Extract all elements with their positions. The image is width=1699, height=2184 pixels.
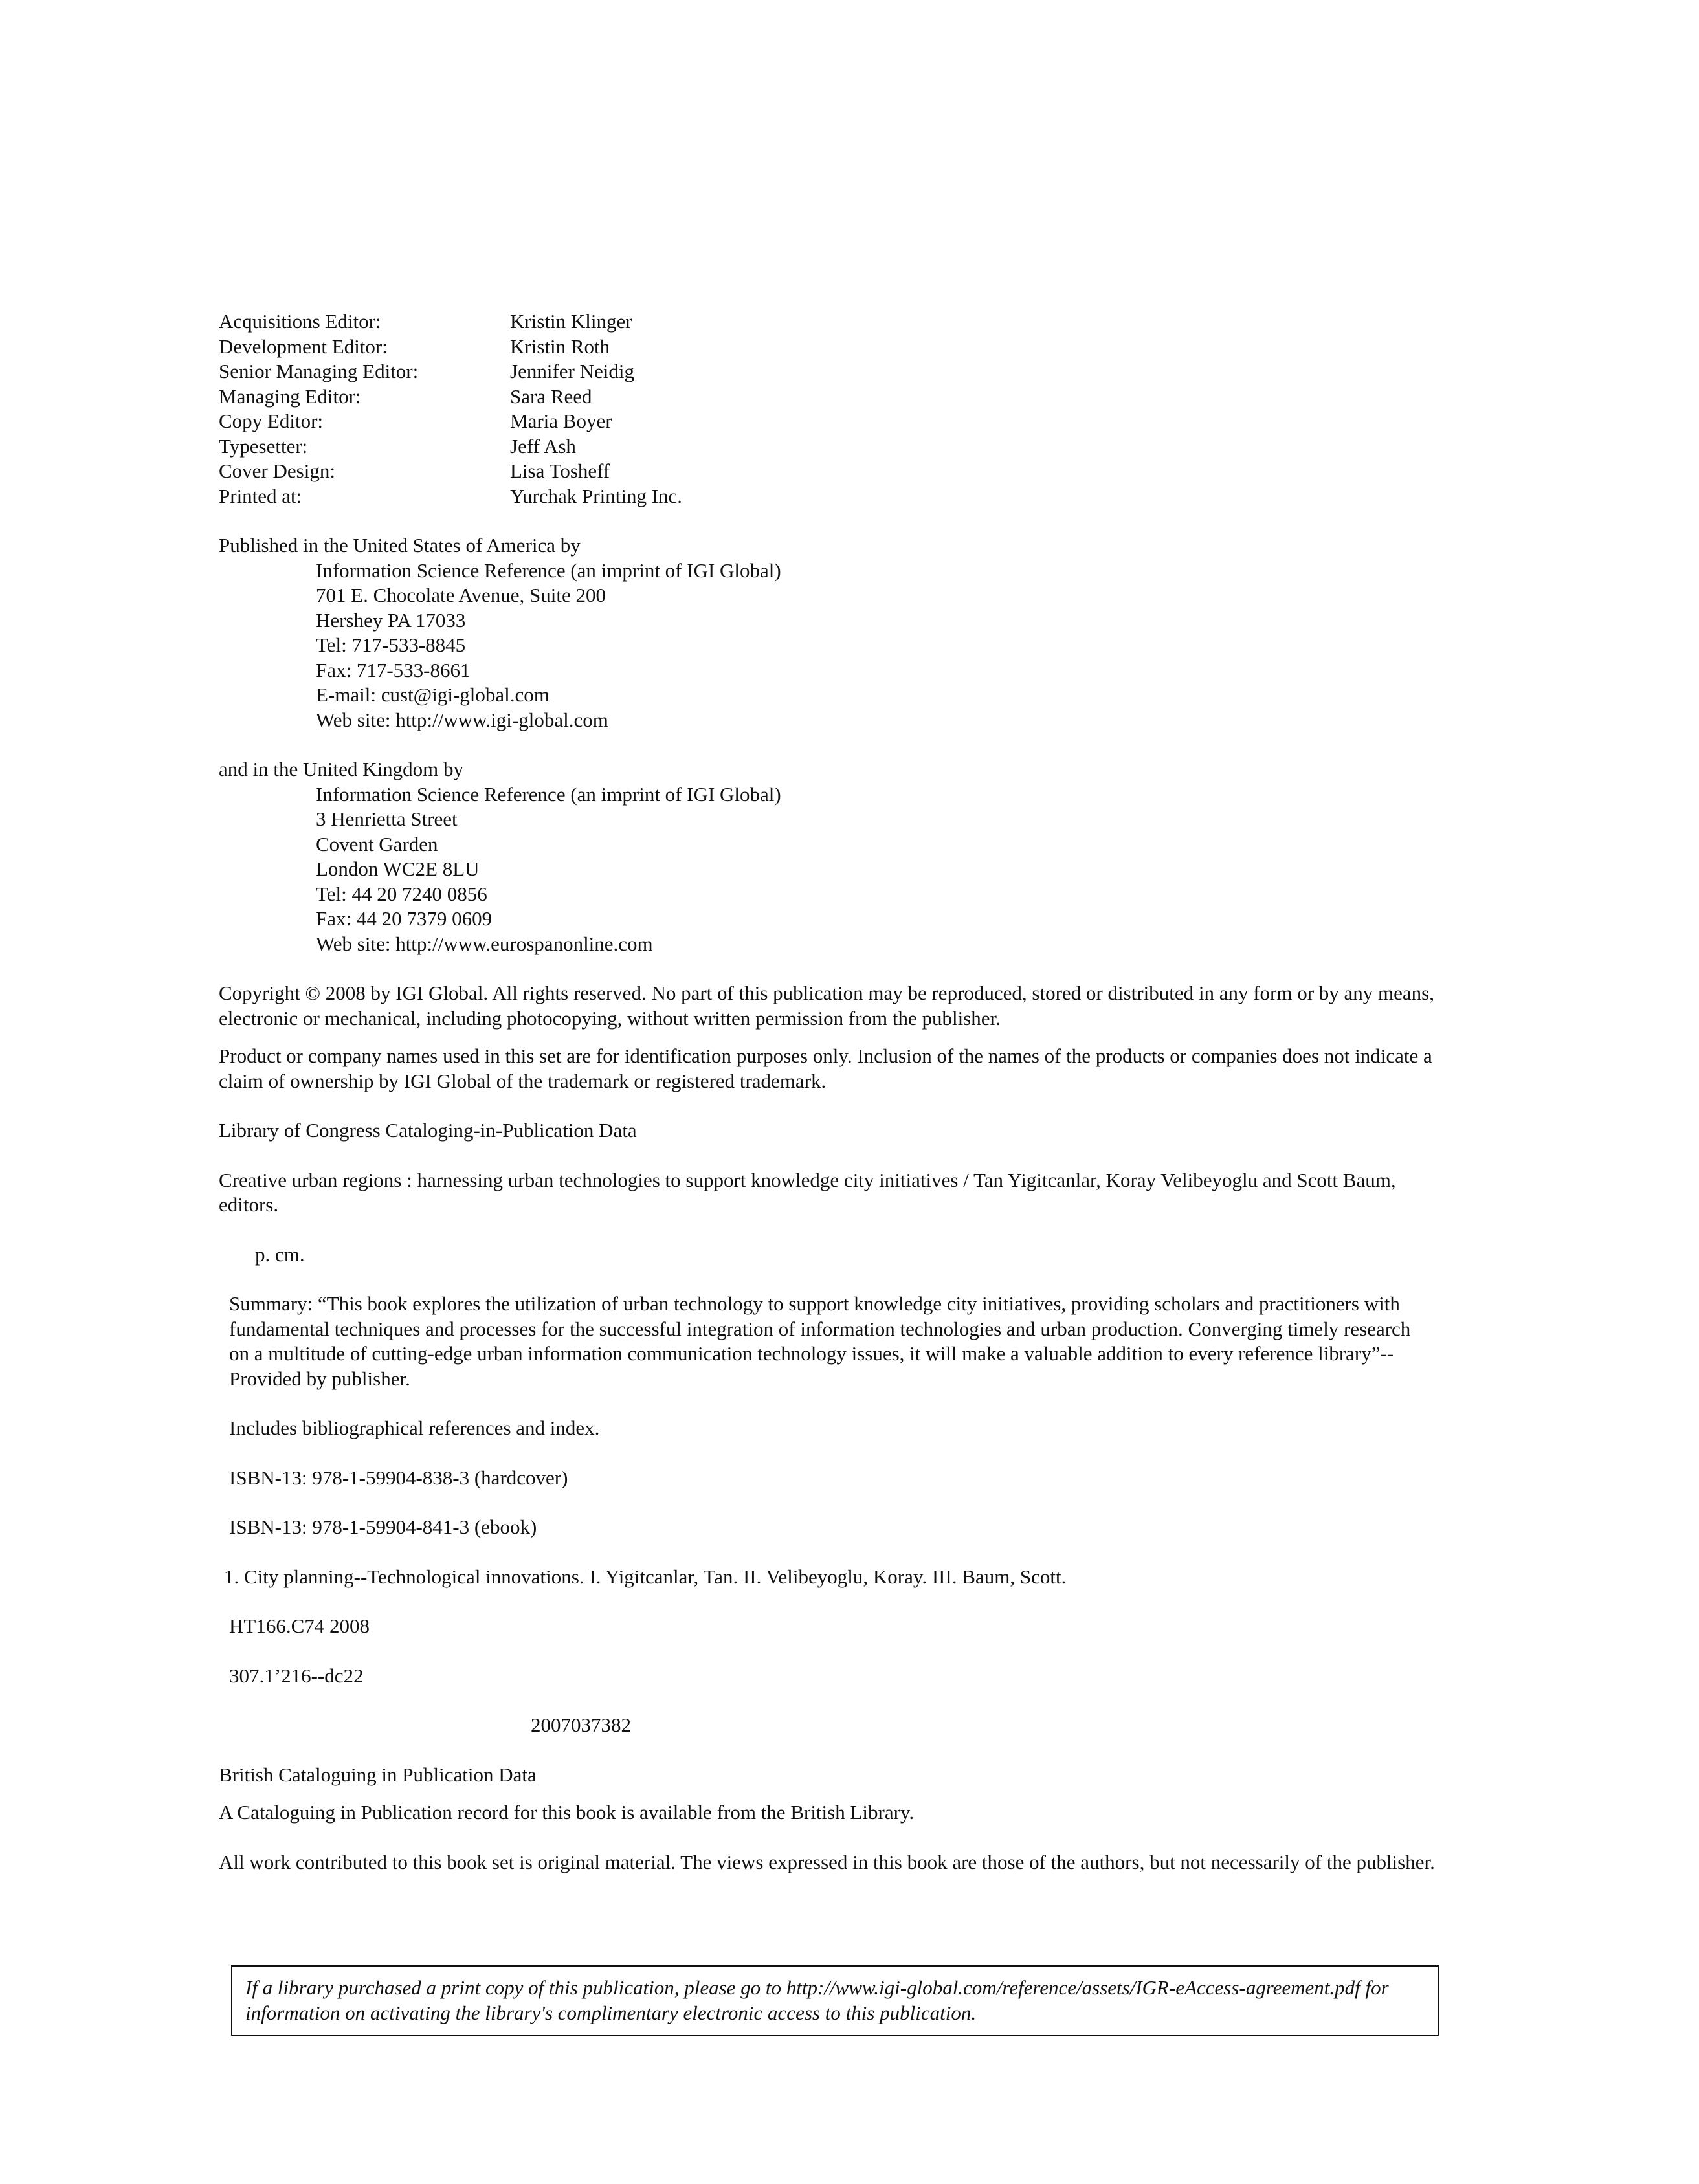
credit-name: Kristin Klinger [510, 310, 632, 333]
uk-publisher [219, 757, 1436, 956]
page-content [219, 309, 1436, 1875]
credit-name: Jeff Ash [510, 434, 576, 458]
address-line: Tel: 717-533-8845 [316, 634, 466, 656]
dewey-number: 307.1’216--dc22 [229, 1664, 364, 1687]
address-line: Information Science Reference (an imprint of IGI Global) [316, 782, 781, 806]
british-cip-text: A Cataloguing in Publication record for this book is available from the British Library. [219, 1801, 915, 1824]
us-publisher-address [219, 558, 1436, 733]
us-publisher [219, 533, 1436, 733]
lccn: 2007037382 [531, 1714, 631, 1736]
address-line: Tel: 44 20 7240 0856 [316, 882, 487, 905]
credit-name: Kristin Roth [510, 335, 610, 358]
credit-name: Jennifer Neidig [510, 360, 634, 382]
credit-role: Typesetter: [219, 434, 308, 458]
credit-name: Lisa Tosheff [510, 459, 610, 482]
credit-role: Managing Editor: [219, 384, 361, 408]
address-line: 3 Henrietta Street [316, 808, 458, 830]
uk-publisher-address [219, 782, 1436, 957]
address-line: Web site: http://www.eurospanonline.com [316, 932, 653, 955]
credit-name: Yurchak Printing Inc. [510, 484, 683, 507]
credit-role: Senior Managing Editor: [219, 360, 419, 382]
cip-subjects: 1. City planning--Technological innovations. I. Yigitcanlar, Tan. II. Velibeyoglu, Koray. III. Baum, Scott. [224, 1565, 1067, 1588]
credit-name: Sara Reed [510, 384, 592, 408]
cip-summary: Summary: “This book explores the utilization of urban technology to support knowledge city initiatives, providing scholars and practitioners with fundamental techniques and processes for the successful integration of information technologies and urban production. Converging timely research on a multitude of cutting-edge urban information communication technology issues, it will make a valuable addition to every reference library”--Provided by publisher. [229, 1292, 1411, 1390]
address-line: Covent Garden [316, 832, 438, 855]
address-line: E-mail: cust@igi-global.com [316, 683, 550, 706]
credit-role: Acquisitions Editor: [219, 310, 381, 333]
address-line: 701 E. Chocolate Avenue, Suite 200 [316, 584, 606, 606]
credit-role: Copy Editor: [219, 410, 324, 432]
cip-includes: Includes bibliographical references and index. [229, 1417, 600, 1439]
credits-list [219, 309, 1436, 509]
address-line: Information Science Reference (an imprint of IGI Global) [316, 558, 781, 582]
credit-role: Cover Design: [219, 459, 335, 482]
address-line: Fax: 44 20 7379 0609 [316, 907, 493, 930]
british-cip-heading: British Cataloguing in Publication Data [219, 1763, 537, 1786]
cip-title-entry: Creative urban regions : harnessing urban technologies to support knowledge city initiatives / Tan Yigitcanlar, Koray Velibeyoglu and Scott Baum, editors. [219, 1168, 1396, 1216]
cip-pcm: p. cm. [255, 1242, 305, 1266]
credit-name: Maria Boyer [510, 410, 612, 432]
copyright-notice: Copyright © 2008 by IGI Global. All rights reserved. No part of this publication may be reproduced, stored or distributed in any form or by any means, electronic or mechanical, including photocopying, without written permission from the publisher. [219, 982, 1434, 1030]
trademark-notice: Product or company names used in this set are for identification purposes only. Inclusion of the names of the products or companies does not indicate a claim of ownership by IGI Global of the trademark or registered trademark. [219, 1044, 1432, 1092]
address-line: Hershey PA 17033 [316, 608, 466, 632]
credit-role: Printed at: [219, 484, 302, 507]
us-publisher-heading: Published in the United States of America by [219, 534, 581, 557]
isbn-ebook: ISBN-13: 978-1-59904-841-3 (ebook) [229, 1516, 537, 1538]
address-line: Fax: 717-533-8661 [316, 658, 471, 681]
eaccess-notice-box: If a library purchased a print copy of this publication, please go to http://www.igi-global.com/reference/assets/IGR-eAccess-agreement.pdf for information on activating the library's complimentary electronic access to this publication. [231, 1965, 1439, 2036]
uk-publisher-heading: and in the United Kingdom by [219, 758, 463, 780]
cip-heading: Library of Congress Cataloging-in-Publication Data [219, 1119, 637, 1142]
address-line: London WC2E 8LU [316, 857, 480, 880]
disclaimer: All work contributed to this book set is original material. The views expressed in this book are those of the authors, but not necessarily of the publisher. [219, 1850, 1435, 1873]
credit-role: Development Editor: [219, 335, 388, 358]
address-line: Web site: http://www.igi-global.com [316, 708, 608, 731]
isbn-hardcover: ISBN-13: 978-1-59904-838-3 (hardcover) [229, 1466, 568, 1489]
call-number: HT166.C74 2008 [229, 1615, 370, 1637]
